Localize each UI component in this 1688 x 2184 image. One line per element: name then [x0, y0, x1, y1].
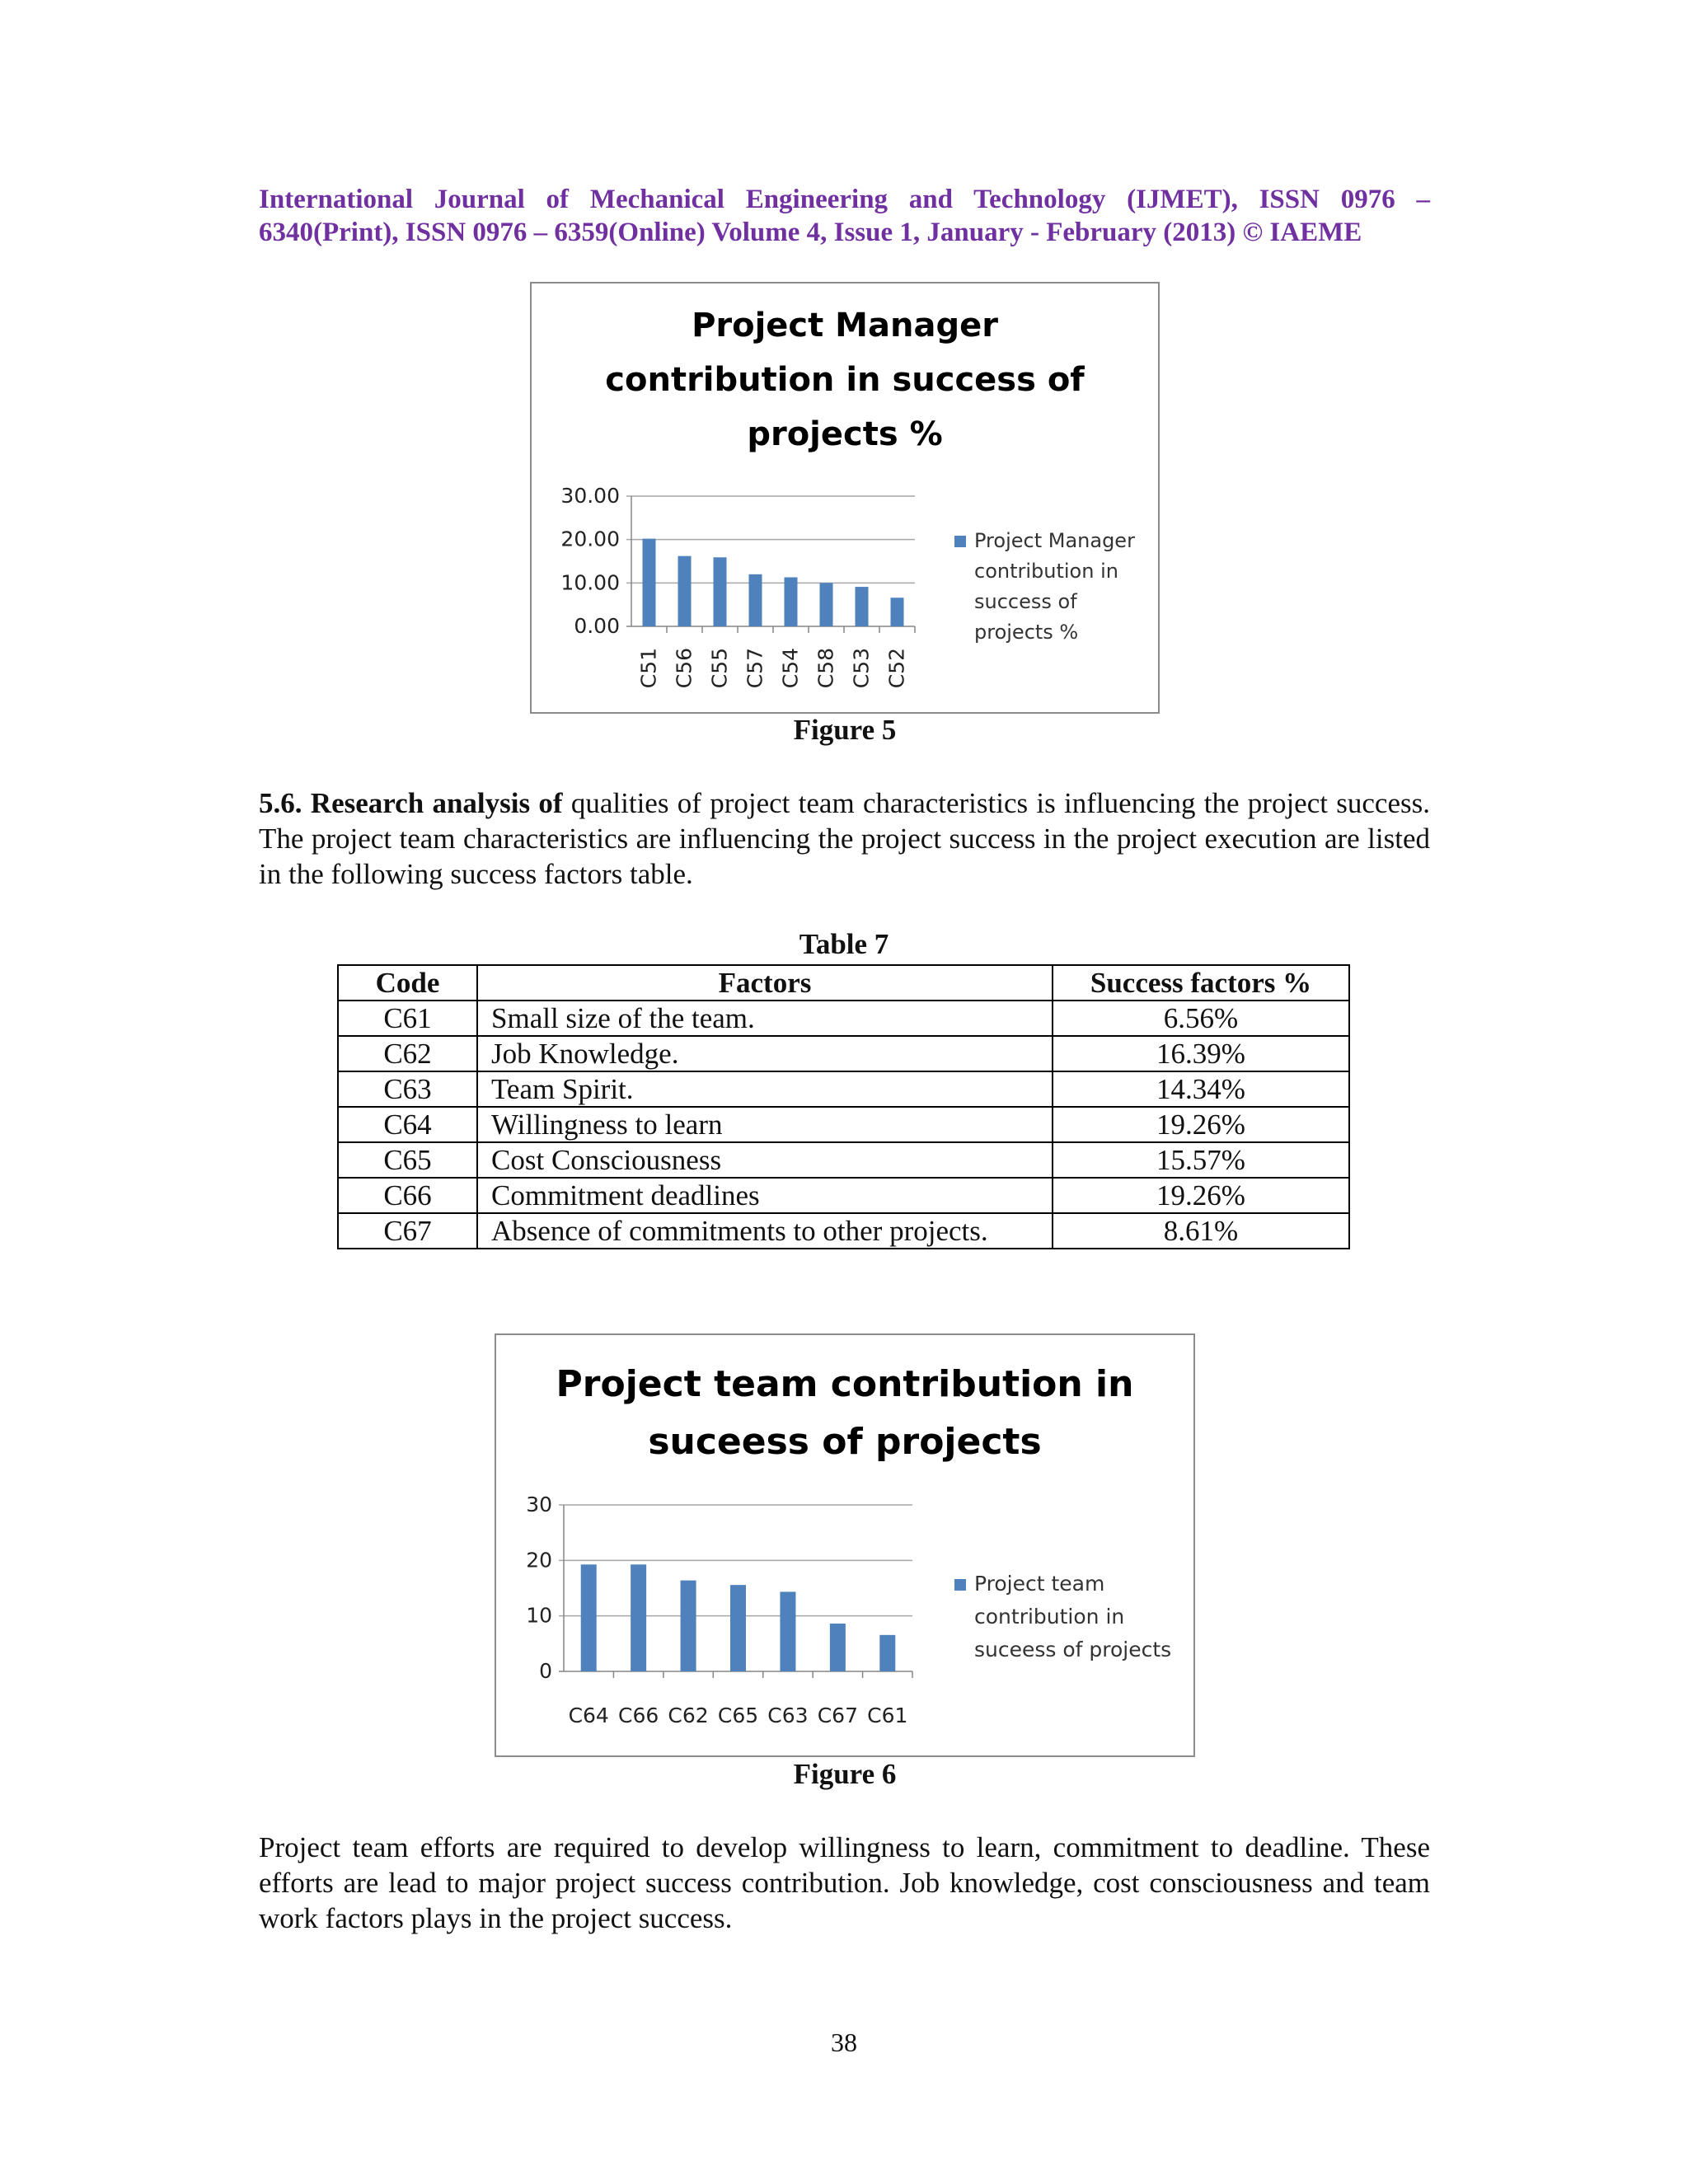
bar [856, 587, 869, 626]
section-5-6-paragraph [259, 785, 1430, 892]
code-cell: C61 [338, 1001, 477, 1036]
table-header-row [338, 965, 1349, 1001]
table-7-title: Table 7 [799, 928, 889, 960]
bar [678, 556, 692, 626]
x-tick-label: C63 [767, 1704, 809, 1727]
table-row [338, 1107, 1349, 1142]
bar [730, 1585, 746, 1671]
closing-paragraph-text: Project team efforts are required to develop willingness to learn, commitment to deadline. These efforts are lead to major project success contribution. Job knowledge, cost consciousness and team work factors plays in the project success. [259, 1831, 1430, 1934]
page-number: 38 [831, 2027, 857, 2057]
factor-cell: Cost Consciousness [477, 1142, 1053, 1178]
closing-paragraph [259, 1830, 1430, 1936]
x-tick-label: C62 [668, 1704, 709, 1727]
legend-swatch [954, 536, 966, 547]
legend-text-line: Project Manager [974, 529, 1135, 552]
value-cell: 19.26% [1053, 1178, 1349, 1213]
x-tick-label: C51 [636, 648, 661, 689]
x-tick-label: C57 [743, 648, 767, 689]
journal-header-line-1: International Journal of Mechanical Engineering and Technology (IJMET), ISSN 0976 – [259, 185, 1430, 214]
x-tick-label: C67 [817, 1704, 858, 1727]
chart-title-line: suceess of projects [648, 1421, 1042, 1463]
figure-5-chart [530, 282, 1160, 714]
table-row [338, 1036, 1349, 1071]
chart-title-line: contribution in success of [605, 361, 1085, 399]
code-cell: C63 [338, 1071, 477, 1107]
value-cell: 19.26% [1053, 1107, 1349, 1142]
x-tick-label: C54 [778, 648, 803, 689]
figure-6-caption: Figure 6 [793, 1758, 897, 1790]
x-tick-label: C61 [867, 1704, 908, 1727]
code-cell: C67 [338, 1213, 477, 1249]
figure-5-caption: Figure 5 [793, 714, 897, 746]
factor-cell: Team Spirit. [477, 1071, 1053, 1107]
legend-text-line: Project team [974, 1572, 1105, 1596]
code-cell: C62 [338, 1036, 477, 1071]
table-row [338, 1071, 1349, 1107]
factor-cell: Absence of commitments to other projects. [477, 1213, 1053, 1249]
column-header-factors: Factors [477, 965, 1053, 1001]
factor-cell: Small size of the team. [477, 1001, 1053, 1036]
x-tick-label: C66 [618, 1704, 659, 1727]
x-tick-label: C52 [884, 648, 909, 689]
legend-text-line: projects % [974, 621, 1079, 644]
value-cell: 15.57% [1053, 1142, 1349, 1178]
x-tick-label: C58 [814, 648, 838, 689]
x-tick-label: C55 [707, 648, 732, 689]
bar [780, 1591, 795, 1671]
table-row [338, 1001, 1349, 1036]
column-header-success: Success factors % [1053, 965, 1349, 1001]
code-cell: C64 [338, 1107, 477, 1142]
chart-title-line: Project Manager [692, 307, 998, 344]
y-tick-label: 0 [539, 1659, 552, 1683]
bar [749, 574, 762, 626]
value-cell: 8.61% [1053, 1213, 1349, 1249]
section-text: qualities of project team characteristics is influencing the project success. The project team characteristics are influencing the project success in the project execution are listed in the following success factors table. [259, 787, 1430, 890]
legend-text-line: contribution in [974, 1605, 1125, 1629]
y-tick-label: 10 [526, 1603, 552, 1628]
legend-swatch [954, 1579, 966, 1591]
code-cell: C66 [338, 1178, 477, 1213]
bar [785, 577, 798, 626]
bar [879, 1635, 895, 1671]
chart-title-line: Project team contribution in [556, 1363, 1134, 1405]
figure-5-svg [532, 284, 1158, 712]
bar [714, 557, 727, 626]
y-tick-label: 0.00 [574, 614, 620, 638]
x-tick-label: C65 [717, 1704, 759, 1727]
y-tick-label: 10.00 [560, 570, 620, 595]
legend-text-line: contribution in [974, 560, 1118, 583]
table-row [338, 1142, 1349, 1178]
journal-header-line-2: 6340(Print), ISSN 0976 – 6359(Online) Volume 4, Issue 1, January - February (2013) © IAEME [259, 218, 1362, 247]
section-heading: 5.6. Research analysis of [259, 787, 563, 819]
bar [581, 1564, 597, 1671]
column-header-code: Code [338, 965, 477, 1001]
x-tick-label: C53 [849, 648, 874, 689]
x-tick-label: C64 [568, 1704, 609, 1727]
figure-6-svg [496, 1335, 1193, 1755]
y-tick-label: 30 [526, 1493, 552, 1516]
legend-text-line: success of [974, 590, 1077, 613]
bar [681, 1581, 696, 1671]
bar [830, 1624, 846, 1671]
factor-cell: Commitment deadlines [477, 1178, 1053, 1213]
value-cell: 6.56% [1053, 1001, 1349, 1036]
bar [631, 1564, 646, 1671]
bar [820, 583, 833, 626]
legend-text-line: suceess of projects [974, 1638, 1172, 1661]
table-row [338, 1178, 1349, 1213]
chart-title-line: projects % [747, 415, 943, 453]
x-tick-label: C56 [672, 648, 696, 689]
factor-cell: Job Knowledge. [477, 1036, 1053, 1071]
value-cell: 16.39% [1053, 1036, 1349, 1071]
table-row [338, 1213, 1349, 1249]
bar [643, 539, 656, 626]
code-cell: C65 [338, 1142, 477, 1178]
y-tick-label: 30.00 [560, 484, 620, 508]
value-cell: 14.34% [1053, 1071, 1349, 1107]
factor-cell: Willingness to learn [477, 1107, 1053, 1142]
journal-header [259, 183, 1430, 249]
bar [891, 598, 904, 626]
y-tick-label: 20 [526, 1548, 552, 1572]
success-factors-table [337, 964, 1350, 1249]
y-tick-label: 20.00 [560, 527, 620, 551]
figure-6-chart [495, 1333, 1195, 1757]
